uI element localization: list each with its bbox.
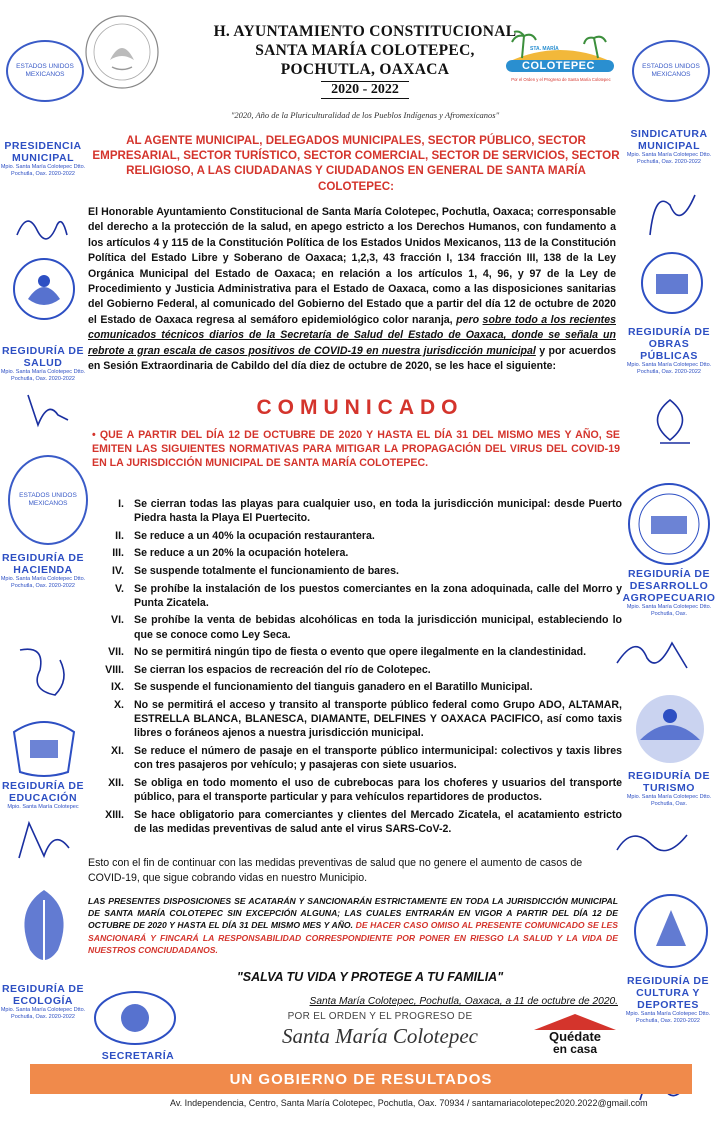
- national-seal-icon: [82, 12, 162, 92]
- footer-logo-line-1: POR EL ORDEN Y EL PROGRESO DE: [287, 1011, 473, 1022]
- footer-banner: UN GOBIERNO DE RESULTADOS: [30, 1064, 692, 1094]
- list-item: III. Se reduce a un 20% la ocupación hotelera.: [112, 547, 349, 560]
- footer-logo-line-2: Santa María Colotepec: [282, 1024, 478, 1048]
- list-item: VII. No se permitirá ningún tipo de fiesta o evento que opere ilegalmente en la clandestinidad.: [108, 646, 587, 659]
- signature-hacienda: [10, 640, 80, 705]
- logo-small-text: STA. MARÍA: [530, 46, 559, 52]
- seal-salud-icon: [8, 255, 80, 340]
- header-line-3: POCHUTLA, OAXACA: [280, 61, 450, 78]
- stamp-secretaria-municipal: SECRETARÍA: [101, 1050, 175, 1062]
- seal-secretaria-icon: [90, 988, 180, 1048]
- stamp-regiduria-obras: REGIDURÍA DE OBRAS PÚBLICAS Mpio. Santa María Colotepec Dtto. Pochutla, Oax. 2020-2022: [626, 326, 712, 375]
- slogan: "SALVA TU VIDA Y PROTEGE A TU FAMILIA": [236, 970, 504, 984]
- seal-estados-unidos-left-mid: ESTADOS UNIDOS MEXICANOS: [8, 455, 88, 545]
- stamp-regiduria-turismo: REGIDURÍA DE TURISMO Mpio. Santa María Colotepec Dtto. Pochutla, Oax.: [626, 770, 712, 807]
- quedate-line-2: en casa: [552, 1042, 598, 1056]
- signature-turismo: [612, 820, 692, 870]
- stamp-sindicatura: SINDICATURA MUNICIPAL Mpio. Santa María Colotepec Dtto. Pochutla, Oax. 2020-2022: [626, 128, 712, 165]
- quedate-line-1: Quédate: [548, 1029, 601, 1044]
- seal-turismo-icon: [628, 690, 712, 768]
- stamp-regiduria-educacion: REGIDURÍA DE EDUCACIÓN Mpio. Santa María Colotepec: [1, 780, 85, 810]
- logo-name: COLOTEPEC: [522, 60, 595, 72]
- stamp-regiduria-ecologia: REGIDURÍA DE ECOLOGÍA Mpio. Santa María Colotepec Dtto. Pochutla, Oax. 2020-2022: [0, 983, 86, 1020]
- seal-estados-unidos-left-top: ESTADOS UNIDOS MEXICANOS: [6, 40, 84, 102]
- signature-educacion: [14, 818, 74, 868]
- addressee: AL AGENTE MUNICIPAL, DELEGADOS MUNICIPALES, SECTOR PÚBLICO, SECTOR EMPRESARIAL, SECTOR TURÍSTICO, SECTOR COMERCIAL, SECTOR DE SERVICIOS, SECTOR RELIGIOSO, A LAS CIUDADANAS Y CIUDADANOS EN GENERAL DE SANTA MARÍA COLOTEPEC:: [92, 134, 620, 193]
- list-item: VI. Se prohíbe la venta de bebidas alcohólicas en toda la jurisdicción municipal, estableciendo lo que se conoce como Ley Seca.: [111, 614, 622, 641]
- signature-agropecuario: [612, 628, 692, 678]
- seal-cultura-icon: [630, 890, 712, 972]
- signature-sindicatura: [640, 185, 700, 240]
- legal-notice: [88, 895, 618, 956]
- seal-ecologia-icon: [8, 880, 80, 978]
- list-item: XIII. Se hace obligatorio para comerciantes y clientes del Mercado Zicatela, el acatamiento estricto de las medidas preventivas de salud ante el virus SARS-CoV-2.: [105, 808, 622, 835]
- notice-red: DE HACER CASO OMISO AL PRESENTE COMUNICADO SE LES SANCIONARÁ Y FINCARÁ LA RESPONSABILIDAD CORRESPONDIENTE POR PONER EN RIESGO LA SALUD Y LA VIDA DE NUESTROS CONCIUDADANOS.: [88, 920, 618, 955]
- main-paragraph: [88, 205, 616, 374]
- paragraph-part-1: El Honorable Ayuntamiento Constitucional de Santa María Colotepec, Pochutla, Oaxaca; corresponsable del derecho a la protección de la salud, en apego estricto a los Derechos Humanos, con fundamento a los artículos 4 y 115 de la Constitución Política de los Estados Unidos Mexicanos, 113 de la Constitución Política del Estado Libre y Soberano de Oaxaca; 1,2,3, 43 fracción I, 134 fracción III, 138 de la Ley Orgánica Municipal del Estado de Oaxaca; en relación a los artículos 1, 4, 96, y 97 de la Ley de Procedimiento y Justicia Administrativa para el Estado de Oaxaca, como a las disposiciones sanitarias del Gobierno Federal, al comunicado del Gobierno del Estado que a partir del día 12 de octubre de 2020 el Estado de Oaxaca regresa al semáforo epidemiológico color naranja,: [88, 206, 616, 326]
- signature-salud: [18, 390, 73, 430]
- list-item: IX. Se suspende el funcionamiento del tianguis ganadero en el Baratillo Municipal.: [111, 681, 533, 694]
- seal-obras-icon: [632, 248, 712, 318]
- logo-tagline: Por el Orden y el Progreso de Santa María Colotepec: [511, 77, 611, 82]
- stamp-regiduria-agropecuario: REGIDURÍA DE DESARROLLO AGROPECUARIO Mpio. Santa María Colotepec Dtto. Pochutla, Oax.: [622, 568, 716, 617]
- seal-agropecuario-icon: [625, 480, 713, 568]
- list-item: V. Se prohíbe la instalación de los puestos comerciantes en la zona adoquinada, calle del Morro y Punta Zicatela.: [114, 582, 622, 609]
- measures-list: [96, 497, 622, 839]
- signing-date: Santa María Colotepec, Pochutla, Oaxaca, a 11 de octubre de 2020.: [309, 996, 618, 1007]
- header-motto: "2020, Año de la Pluriculturalidad de los Pueblos Indígenas y Afromexicanos": [230, 110, 500, 120]
- stamp-regiduria-hacienda: REGIDURÍA DE HACIENDA Mpio. Santa María Colotepec Dtto. Pochutla, Oax. 2020-2022: [0, 552, 86, 589]
- stamp-regiduria-cultura: REGIDURÍA DE CULTURA Y DEPORTES Mpio. Santa María Colotepec Dtto. Pochutla, Oax. 2020-2022: [625, 975, 711, 1024]
- quedate-en-casa-logo: [534, 1014, 616, 1055]
- closing-text: Esto con el fin de continuar con las medidas preventivas de salud que no genere el aumento de casos de COVID-19, que sigue cobrando vidas en nuestro Municipio.: [88, 857, 583, 884]
- intro-text: [92, 428, 620, 470]
- signature-presidencia: [12, 205, 72, 245]
- list-item: XII. Se obliga en todo momento el uso de cubrebocas para los choferes y usuarios del transporte público, para el transporte particular y para vehículos repartidores de productos.: [108, 776, 622, 803]
- list-item: VIII. Se cierran los espacios de recreación del río de Colotepec.: [105, 663, 431, 676]
- stamp-presidencia: PRESIDENCIA MUNICIPAL Mpio. Santa María Colotepec Dtto. Pochutla, Oax. 2020-2022: [0, 140, 86, 177]
- seal-estados-unidos-right-top: ESTADOS UNIDOS MEXICANOS: [632, 40, 710, 102]
- list-item: II. Se reduce a un 40% la ocupación restaurantera.: [115, 529, 375, 542]
- list-item: I. Se cierran todas las playas para cualquier uso, en toda la jurisdicción municipal: desde Puerto Piedra hasta la Playa El Puertecito.: [118, 498, 622, 525]
- seal-educacion-icon: [8, 712, 80, 780]
- bullet-icon: •: [92, 429, 100, 441]
- list-item: IV. Se suspende totalmente el funcionamiento de bares.: [112, 564, 399, 577]
- intro-body: QUE A PARTIR DEL DÍA 12 DE OCTUBRE DE 2020 Y HASTA EL DÍA 31 DEL MISMO MES Y AÑO, SE EMITEN LAS SIGUIENTES NORMATIVAS PARA MITIGAR LA PROPAGACIÓN DEL VIRUS DEL COVID-19 EN LA JURISDICCIÓN MUNICIPAL DE SANTA MARÍA COLOTEPEC.: [92, 429, 620, 469]
- header-line-1: H. AYUNTAMIENTO CONSTITUCIONAL: [213, 23, 517, 40]
- list-item: X. No se permitirá el acceso y transito al transporte público federal como Grupo ADO, ALTAMAR, ESTRELLA BLANCA, BLANESCA, DIAMANTE, DELFINES Y OAXACA PACIFICO, así como taxis libres o foráneos ajenos a nuestra jurisdicción municipal.: [113, 698, 622, 740]
- stamp-regiduria-salud: REGIDURÍA DE SALUD Mpio. Santa María Colotepec Dtto. Pochutla, Oax. 2020-2022: [0, 345, 86, 382]
- municipal-logo: [500, 28, 620, 86]
- header-line-2: SANTA MARÍA COLOTEPEC,: [255, 42, 475, 59]
- paragraph-part-3: sobre todo a los recientes comunicados técnicos diarios de la Secretaría de Salud del Estado de Oaxaca, donde se señala un rebrote a gran escala de casos positivos de COVID-19 en nuestra jurisdicción municipal: [88, 313, 616, 357]
- house-roof-icon: [534, 1014, 616, 1030]
- comunicado-title: COMUNICADO: [256, 396, 464, 419]
- header-years: 2020 - 2022: [321, 81, 409, 99]
- footer-address: Av. Independencia, Centro, Santa María Colotepec, Pochutla, Oax. 70934 / santamariacolotepec2020.2022@gmail.com: [170, 1098, 648, 1108]
- notice-black: LAS PRESENTES DISPOSICIONES SE ACATARÁN Y SANCIONARÁN ESTRICTAMENTE EN TODA LA JURISDICCIÓN MUNICIPAL DE SANTA MARÍA COLOTEPEC SIN EXCEPCIÓN ALGUNA; LAS CUALES ENTRARÁN EN VIGOR A PARTIR DEL DÍA 12 DE OCTUBRE DE 2020 Y HASTA EL DÍA 31 DEL MISMO MES Y AÑO.: [88, 896, 618, 931]
- paragraph-part-2: pero: [456, 313, 483, 326]
- list-item: XI. Se reduce el número de pasaje en el transporte público intermunicipal: colectivos y taxis libres con tres pasajeros por vehículo; y pasajeras con siete usuarios.: [111, 744, 622, 772]
- signature-obras: [640, 395, 700, 450]
- paragraph-part-4: y por acuerdos en Sesión Extraordinaria de Cabildo del día diez de octubre de 2020, se les hace el siguiente:: [88, 344, 617, 373]
